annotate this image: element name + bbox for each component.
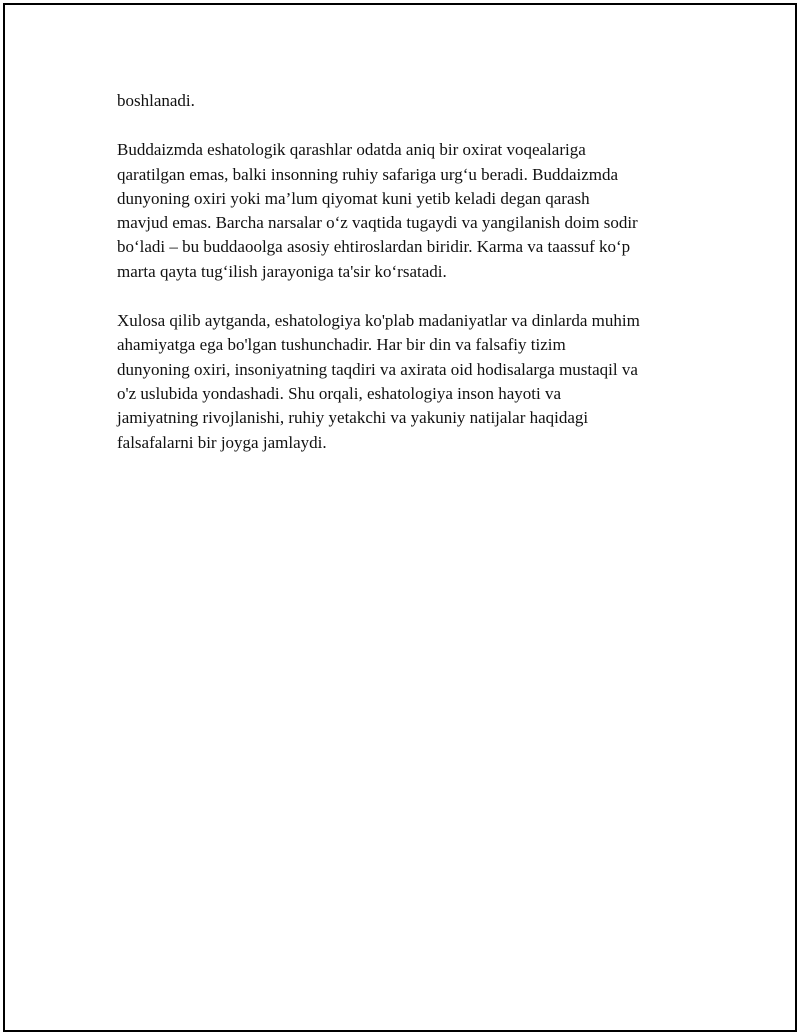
text-line: Xulosa qilib aytganda, eshatologiya ko'plab madaniyatlar va dinlarda muhim (117, 311, 640, 331)
text-line: jamiyatning rivojlanishi, ruhiy yetakchi va yakuniy natijalar haqidagi (117, 408, 589, 428)
paragraph-continuation (117, 89, 697, 113)
text-line: o'z uslubida yondashadi. Shu orqali, eshatologiya inson hayoti va (117, 383, 562, 403)
text-line: dunyoning oxiri, insoniyatning taqdiri va axirata oid hodisalarga mustaqil va (117, 359, 638, 379)
text-line: ahamiyatga ega bo'lgan tushunchadir. Har bir din va falsafiy tizim (117, 335, 566, 355)
text-line: falsafalarni bir joyga jamlaydi. (117, 432, 327, 452)
text-line: boshlanadi. (117, 91, 195, 110)
paragraph-buddhism (117, 138, 697, 284)
paragraph-spacer (117, 113, 697, 138)
text-line: marta qayta tug‘ilish jarayoniga ta'sir ko‘rsatadi. (117, 261, 447, 281)
paragraph-spacer (117, 284, 697, 309)
text-line: bo‘ladi – bu buddaoolga asosiy ehtiroslardan biridir. Karma va taassuf ko‘p (117, 237, 631, 257)
paragraph-conclusion (117, 309, 697, 455)
text-line: qaratilgan emas, balki insonning ruhiy safariga urg‘u beradi. Buddaizmda (117, 164, 619, 184)
text-line: mavjud emas. Barcha narsalar o‘z vaqtida tugaydi va yangilanish doim sodir (117, 213, 638, 233)
text-line: dunyoning oxiri yoki ma’lum qiyomat kuni yetib keladi degan qarash (117, 188, 590, 208)
document-body (117, 89, 697, 455)
text-line: Buddaizmda eshatologik qarashlar odatda aniq bir oxirat voqealariga (117, 140, 586, 160)
